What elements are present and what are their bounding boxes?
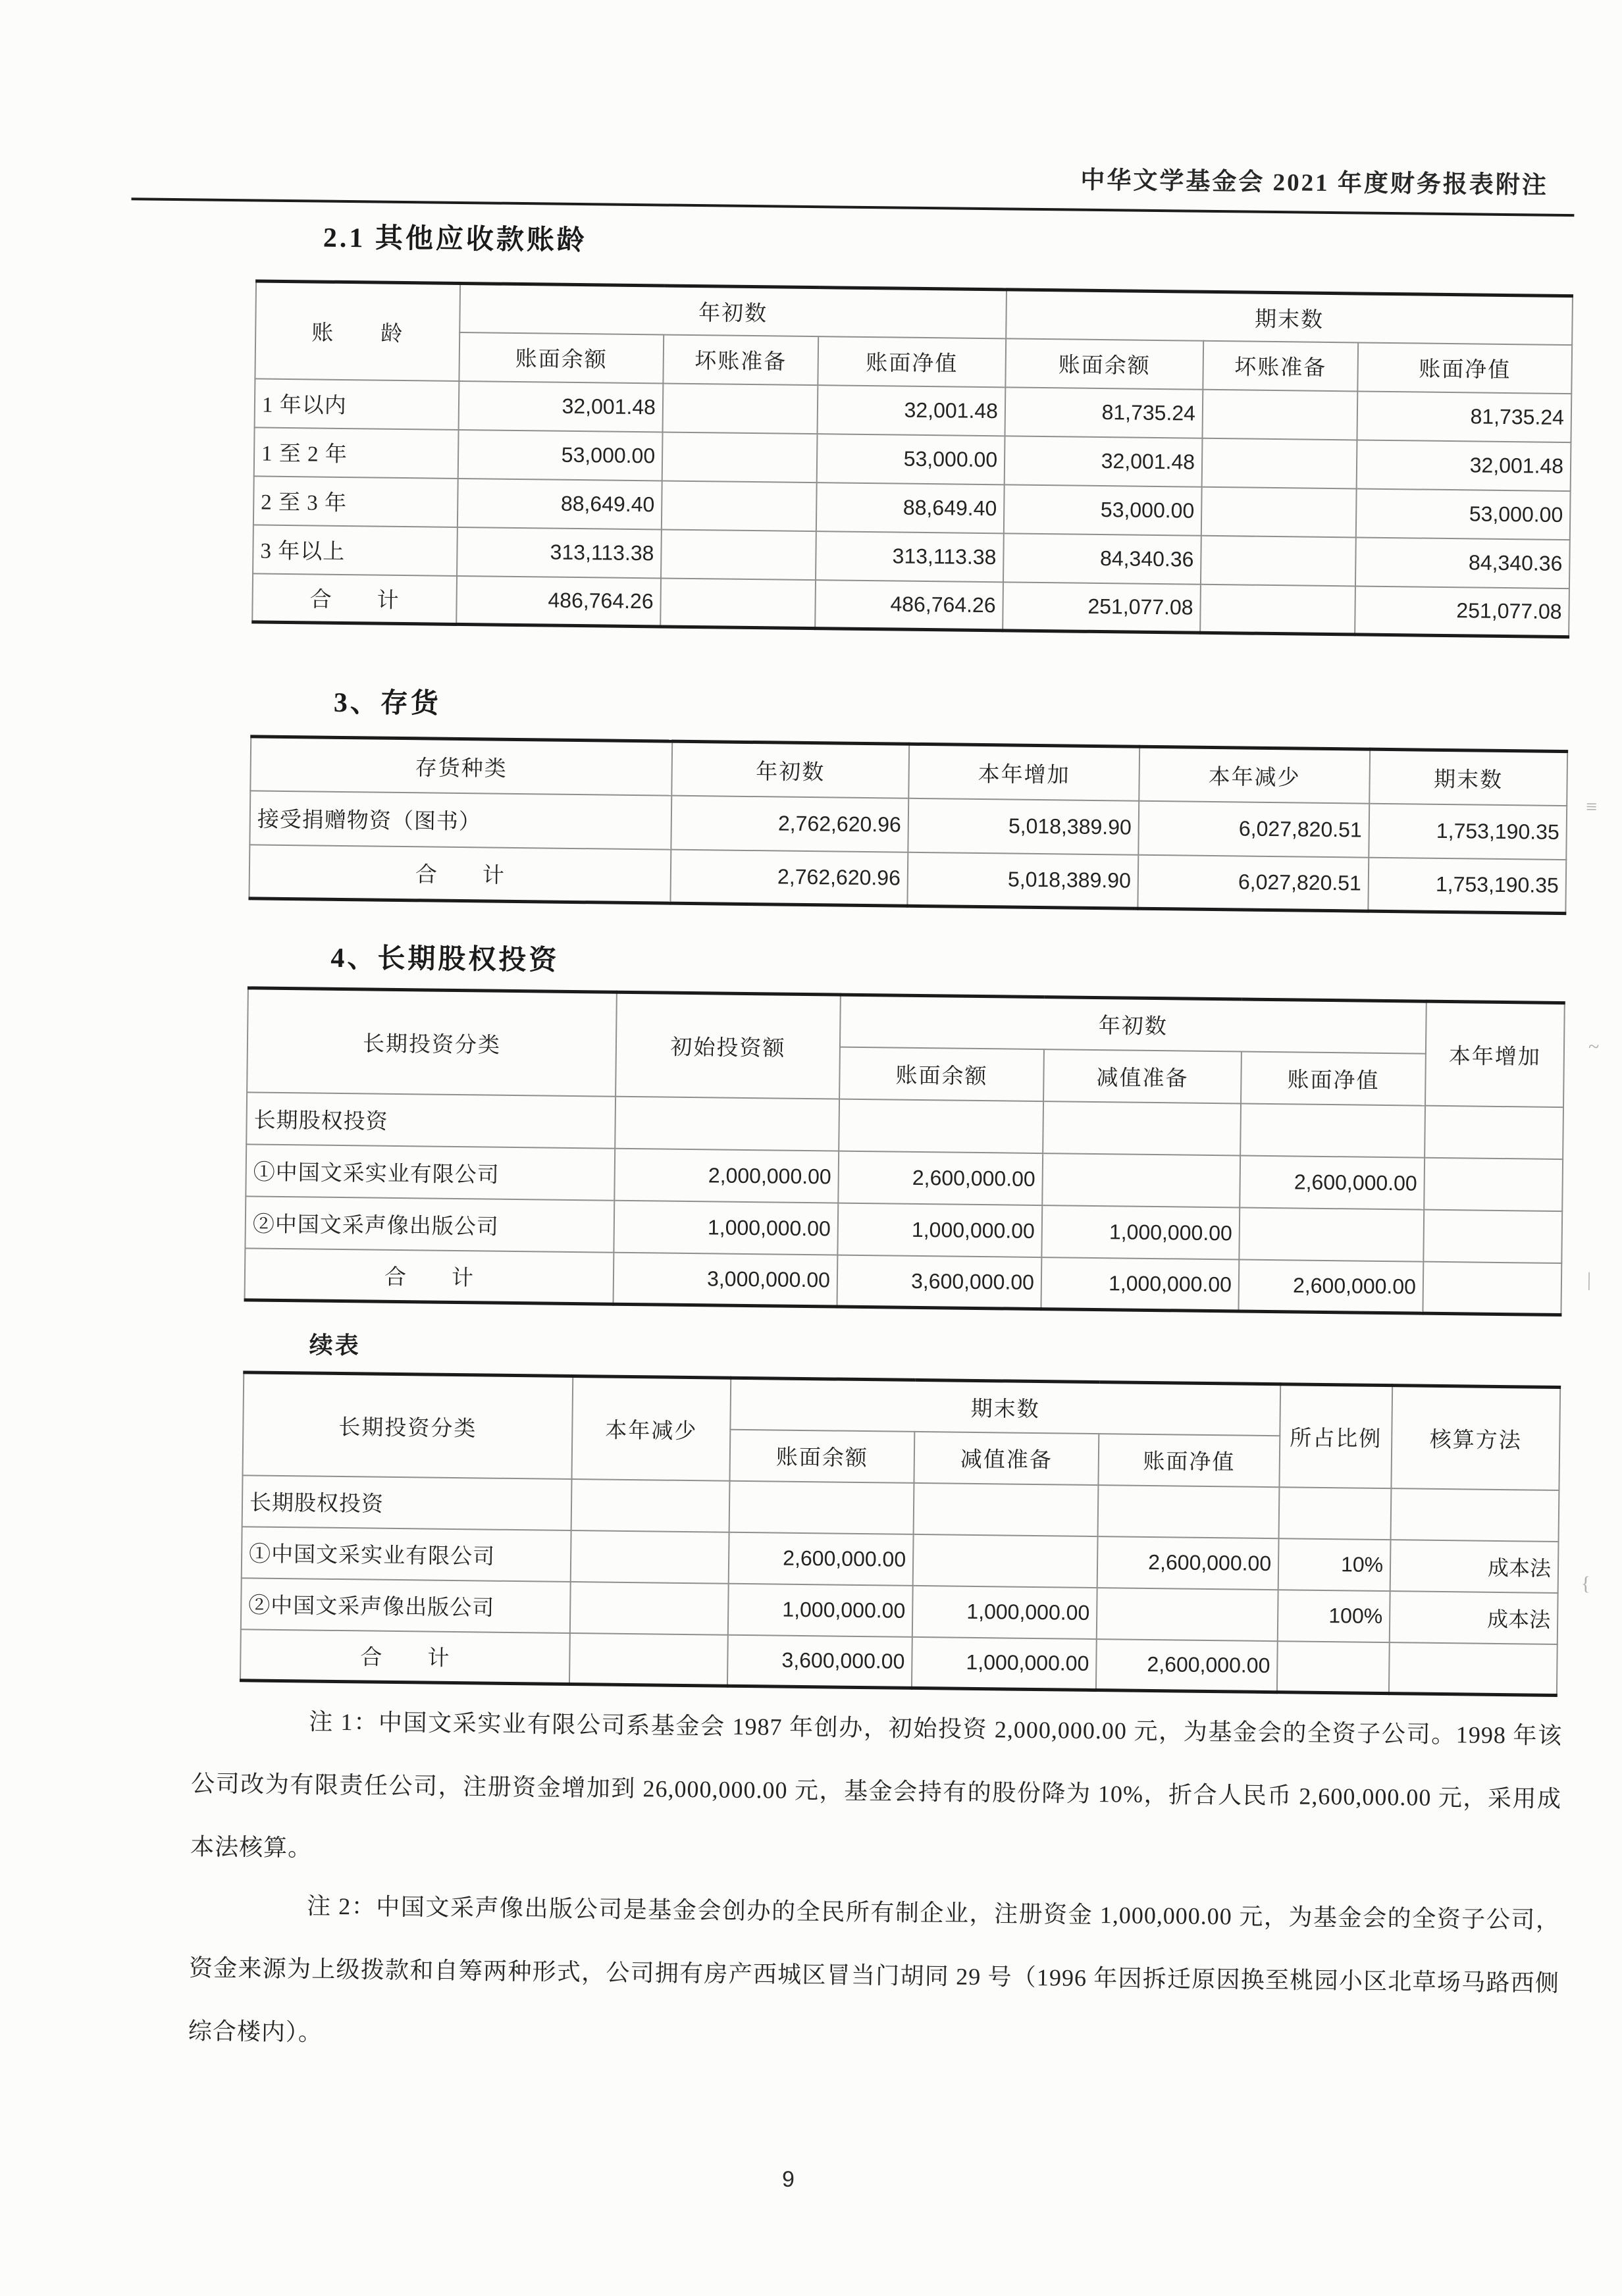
column-header-book-balance: 账面余额 <box>729 1429 914 1482</box>
column-header-initial-investment: 初始投资额 <box>615 992 841 1099</box>
section-title-inventory: 3、存货 <box>333 687 442 719</box>
cell-value: 88,649.40 <box>816 483 1005 533</box>
column-header-decrease-this-year: 本年减少 <box>571 1376 731 1481</box>
cell-value: 32,001.48 <box>1357 440 1571 491</box>
cell-value <box>729 1480 914 1534</box>
cell-value <box>1043 1101 1241 1155</box>
cell-value: 1,000,000.00 <box>1041 1205 1240 1259</box>
group-header-end-of-period: 期末数 <box>1006 290 1573 345</box>
section-title-receivables-aging: 2.1 其他应收款账龄 <box>323 222 588 257</box>
column-header-ownership-ratio: 所占比例 <box>1279 1384 1392 1488</box>
column-header-book-balance: 账面余额 <box>459 332 664 383</box>
cell-value: 1,000,000.00 <box>912 1636 1097 1690</box>
cell-value <box>1203 389 1358 440</box>
row-label: ①中国文采实业有限公司 <box>246 1144 615 1200</box>
cell-value: 3,000,000.00 <box>614 1252 838 1307</box>
cell-value: 5,018,389.90 <box>907 852 1138 908</box>
cell-value: 10% <box>1278 1538 1391 1591</box>
cell-value: 成本法 <box>1390 1591 1558 1644</box>
scan-artifact: ≡ <box>1585 796 1596 818</box>
long-term-equity-main-table <box>244 986 1565 1317</box>
cell-value <box>914 1482 1099 1536</box>
cell-value <box>1240 1103 1425 1157</box>
continued-table-label: 续表 <box>309 1332 361 1359</box>
cell-value <box>1042 1153 1240 1207</box>
cell-value <box>1097 1588 1278 1641</box>
scan-artifact: ~ <box>1588 1035 1600 1058</box>
cell-value <box>1201 486 1357 537</box>
cell-value: 251,077.08 <box>1003 582 1201 633</box>
cell-value: 1,000,000.00 <box>614 1200 838 1255</box>
cell-value: 2,600,000.00 <box>1238 1259 1423 1313</box>
column-header-accounting-method: 核算方法 <box>1391 1386 1560 1490</box>
row-label: 合 计 <box>240 1629 570 1684</box>
cell-value <box>1201 535 1356 586</box>
scan-artifact: | <box>1586 1268 1592 1291</box>
row-label: 长期股权投资 <box>246 1092 615 1148</box>
cell-value: 313,113.38 <box>457 527 662 578</box>
cell-value: 32,001.48 <box>459 380 664 432</box>
cell-value: 2,600,000.00 <box>1097 1536 1279 1590</box>
column-header-net-book-value: 账面净值 <box>1357 342 1572 394</box>
column-header-investment-classification: 长期投资分类 <box>247 988 617 1096</box>
receivables-table-body <box>252 378 1571 637</box>
row-label: 2 至 3 年 <box>253 476 458 527</box>
cell-value <box>1391 1488 1559 1542</box>
column-header-bad-debt-provision: 坏账准备 <box>663 334 818 385</box>
cell-value: 1,000,000.00 <box>837 1203 1042 1257</box>
cell-value: 2,600,000.00 <box>838 1151 1043 1205</box>
row-label: 接受捐赠物资（图书） <box>249 791 671 849</box>
document-header-title: 中华文学基金会 2021 年度财务报表附注 <box>1080 167 1549 199</box>
cell-value: 313,113.38 <box>816 531 1004 582</box>
cell-value: 2,762,620.96 <box>671 795 908 852</box>
cell-value: 2,600,000.00 <box>1240 1155 1425 1209</box>
cell-value: 81,735.24 <box>1357 391 1571 442</box>
footnote-1: 注 1：中国文采实业有限公司系基金会 1987 年创办，初始投资 2,000,000.00 元，为基金会的全资子公司。1998 年该公司改为有限责任公司，注册资金增加到 26,000,000.00 元，基金会持有的股份降为 10%，折合人民币 2,600,000.00 元，采用成本法核算。 <box>190 1708 1563 1862</box>
row-label: 合 计 <box>252 573 457 625</box>
column-header-increase-this-year: 本年增加 <box>908 744 1139 800</box>
cell-value: 成本法 <box>1390 1540 1559 1593</box>
cell-value <box>571 1479 730 1532</box>
inventory-table-body <box>249 791 1567 914</box>
cell-value <box>615 1096 839 1151</box>
column-header-end-of-period: 期末数 <box>1369 749 1567 805</box>
group-header-beginning-of-year: 年初数 <box>840 995 1426 1053</box>
row-label: 长期股权投资 <box>242 1475 572 1530</box>
cell-value <box>913 1534 1098 1587</box>
cell-value <box>662 432 818 483</box>
cell-value: 1,000,000.00 <box>728 1583 913 1636</box>
column-header-increase-this-year: 本年增加 <box>1425 1001 1565 1107</box>
long-term-equity-continued-table <box>240 1370 1561 1697</box>
column-header-inventory-type: 存货种类 <box>250 737 672 795</box>
cell-value: 6,027,820.51 <box>1138 800 1369 857</box>
cell-value <box>1389 1642 1557 1696</box>
column-header-book-balance: 账面余额 <box>839 1047 1044 1101</box>
cell-value: 6,027,820.51 <box>1138 854 1369 911</box>
cell-value: 81,735.24 <box>1005 387 1203 438</box>
cell-value: 84,340.36 <box>1355 537 1570 588</box>
column-header-net-book-value: 账面净值 <box>1241 1051 1426 1105</box>
cell-value: 5,018,389.90 <box>908 798 1139 854</box>
cell-value: 53,000.00 <box>1356 488 1571 540</box>
cell-value <box>839 1099 1043 1153</box>
cell-value <box>660 578 816 629</box>
cell-value: 486,764.26 <box>456 575 661 627</box>
column-header-impairment-provision: 减值准备 <box>1043 1049 1242 1103</box>
cell-value <box>1423 1261 1561 1315</box>
column-header-investment-classification: 长期投资分类 <box>243 1372 573 1479</box>
receivables-aging-table <box>251 279 1573 639</box>
inventory-table <box>248 735 1568 915</box>
column-header-net-book-value: 账面净值 <box>818 336 1006 387</box>
cell-value: 486,764.26 <box>815 580 1003 631</box>
row-label: 合 计 <box>249 845 671 903</box>
cell-value <box>663 383 818 434</box>
scan-artifact: { <box>1581 1573 1591 1595</box>
cell-value: 2,600,000.00 <box>1096 1639 1278 1692</box>
cell-value <box>570 1581 729 1634</box>
cell-value <box>1200 584 1355 635</box>
column-header-aging: 账 龄 <box>255 281 460 381</box>
column-header-bad-debt-provision: 坏账准备 <box>1203 340 1358 391</box>
column-header-decrease-this-year: 本年减少 <box>1139 746 1370 803</box>
cell-value: 53,000.00 <box>458 429 663 481</box>
column-header-beginning-of-year: 年初数 <box>671 741 909 798</box>
row-label: ②中国文采声像出版公司 <box>245 1196 614 1252</box>
cell-value: 3,600,000.00 <box>837 1255 1041 1309</box>
cell-value: 1,000,000.00 <box>1041 1257 1239 1311</box>
cell-value: 2,600,000.00 <box>729 1532 914 1585</box>
cell-value <box>571 1530 729 1584</box>
cell-value <box>1239 1207 1424 1261</box>
cell-value: 53,000.00 <box>817 434 1005 484</box>
group-header-beginning-of-year: 年初数 <box>459 283 1007 338</box>
cell-value: 2,762,620.96 <box>670 849 908 906</box>
cell-value: 3,600,000.00 <box>727 1634 912 1688</box>
cell-value: 2,000,000.00 <box>614 1148 839 1203</box>
cell-value <box>1202 438 1357 488</box>
cell-value <box>1098 1485 1280 1538</box>
cell-value: 84,340.36 <box>1003 533 1201 584</box>
equity-continued-table-body <box>240 1475 1559 1696</box>
cell-value <box>569 1632 728 1686</box>
row-label: 1 年以内 <box>255 378 459 430</box>
equity-main-table-head <box>247 988 1565 1107</box>
row-label: ①中国文采实业有限公司 <box>242 1526 571 1582</box>
section-title-long-term-equity: 4、长期股权投资 <box>330 943 560 976</box>
row-label: 3 年以上 <box>253 525 458 576</box>
cell-value <box>1277 1641 1390 1694</box>
cell-value <box>1424 1157 1563 1211</box>
receivables-table-head <box>255 281 1573 394</box>
column-header-net-book-value: 账面净值 <box>1098 1434 1280 1487</box>
cell-value: 32,001.48 <box>1005 436 1203 486</box>
row-label: ②中国文采声像出版公司 <box>241 1578 571 1633</box>
cell-value: 1,000,000.00 <box>912 1585 1097 1638</box>
cell-value <box>1425 1105 1563 1159</box>
cell-value <box>1423 1209 1562 1263</box>
cell-value: 1,753,190.35 <box>1369 803 1567 859</box>
cell-value <box>662 481 817 531</box>
column-header-book-balance: 账面余额 <box>1005 338 1203 389</box>
row-label: 1 至 2 年 <box>254 427 459 479</box>
footnote-2: 注 2：中国文采声像出版公司是基金会创办的全民所有制企业，注册资金 1,000,000.00 元，为基金会的全资子公司，资金来源为上级拨款和自筹两种形式，公司拥有房产西城区冒当门胡同 29 号（1996 年因拆迁原因换至桃园小区北草场马路西侧综合楼内）。 <box>188 1892 1561 2046</box>
page-number: 9 <box>781 2166 795 2192</box>
row-label: 合 计 <box>245 1248 614 1304</box>
group-header-end-of-period: 期末数 <box>730 1378 1280 1435</box>
cell-value <box>1279 1487 1392 1540</box>
cell-value: 100% <box>1278 1590 1390 1642</box>
cell-value <box>661 529 816 580</box>
cell-value: 32,001.48 <box>818 385 1006 436</box>
cell-value: 251,077.08 <box>1355 586 1569 637</box>
equity-main-table-body <box>245 1092 1563 1315</box>
cell-value: 1,753,190.35 <box>1368 857 1566 913</box>
equity-continued-table-head <box>243 1372 1561 1490</box>
header-divider-line <box>131 197 1574 217</box>
cell-value: 88,649.40 <box>458 478 662 529</box>
column-header-impairment-provision: 减值准备 <box>914 1431 1099 1484</box>
footnotes-block <box>188 1688 1562 2078</box>
cell-value: 53,000.00 <box>1004 484 1202 535</box>
